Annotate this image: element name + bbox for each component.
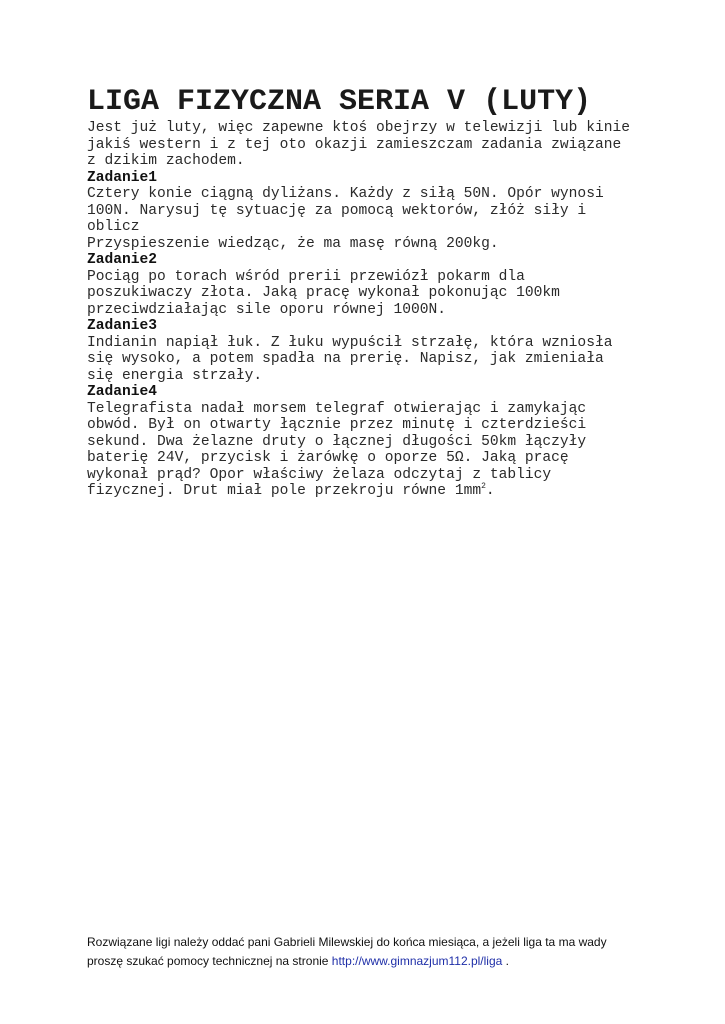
- task-line-last-suffix: .: [485, 483, 495, 499]
- task-line: się energia strzały.: [87, 367, 263, 384]
- task-text: [87, 401, 647, 500]
- superscript-exponent: 2: [481, 482, 486, 492]
- footer-line-1: Rozwiązane ligi należy oddać pani Gabrieli Milewskiej do końca miesiąca, a jeżeli liga ta ma wady: [87, 935, 607, 949]
- task-line: poszukiwaczy złota. Jaką pracę wykonał pokonując 100km: [87, 285, 560, 301]
- intro-line: Jest już luty, więc zapewne ktoś obejrzy w telewizji lub kinie: [87, 120, 630, 136]
- footer-line-2-suffix: .: [502, 954, 509, 968]
- task-heading: Zadanie1: [87, 169, 158, 186]
- task-text: [87, 335, 647, 385]
- task-line: przeciwdziałając sile oporu równej 1000N.: [87, 301, 447, 318]
- page-title: LIGA FIZYCZNA SERIA V (LUTY): [87, 85, 592, 119]
- task-line: baterię 24V, przycisk i żarówkę o oporze 5Ω. Jaką pracę: [87, 450, 569, 466]
- task-3: [87, 318, 647, 384]
- task-line: Cztery konie ciągną dyliżans. Każdy z siłą 50N. Opór wynosi: [87, 186, 604, 202]
- task-line: oblicz: [87, 219, 140, 235]
- task-line: Przyspieszenie wiedząc, że ma masę równą 200kg.: [87, 235, 499, 252]
- task-1: [87, 170, 647, 253]
- task-line: sekund. Dwa żelazne druty o łącznej długości 50km łączyły: [87, 433, 587, 450]
- task-text: [87, 269, 647, 319]
- task-line: 100N. Narysuj tę sytuację za pomocą wektorów, złóż siły i: [87, 202, 587, 219]
- task-heading: Zadanie4: [87, 384, 158, 400]
- task-line-last: [87, 483, 647, 500]
- page-footer: [87, 933, 647, 971]
- task-line: się wysoko, a potem spadła na prerię. Napisz, jak zmieniała: [87, 351, 604, 367]
- task-line: Telegrafista nadał morsem telegraf otwierając i zamykając: [87, 400, 587, 417]
- task-text: [87, 186, 647, 252]
- task-line: obwód. Był on otwarty łącznie przez minutę i czterdzieści: [87, 417, 587, 433]
- task-heading: Zadanie2: [87, 252, 158, 268]
- task-line-last-text: fizycznej. Drut miał pole przekroju równe 1mm: [87, 483, 482, 499]
- task-line: Pociąg po torach wśród prerii przewiózł pokarm dla: [87, 268, 525, 285]
- task-4: [87, 384, 647, 500]
- intro-line: jakiś western i z tej oto okazji zamieszczam zadania związane: [87, 136, 622, 153]
- task-heading: Zadanie3: [87, 318, 158, 334]
- intro-paragraph: [87, 120, 647, 170]
- document-body: [87, 84, 647, 500]
- task-2: [87, 252, 647, 318]
- footer-line-2: [87, 952, 647, 971]
- task-line: Indianin napiął łuk. Z łuku wypuścił strzałę, która wzniosła: [87, 334, 613, 351]
- task-line: wykonał prąd? Opor właściwy żelaza odczytaj z tablicy: [87, 466, 552, 483]
- website-link[interactable]: http://www.gimnazjum112.pl/liga: [331, 954, 503, 968]
- footer-line-2-text: proszę szukać pomocy technicznej na stronie: [87, 954, 332, 968]
- intro-line: z dzikim zachodem.: [87, 153, 245, 169]
